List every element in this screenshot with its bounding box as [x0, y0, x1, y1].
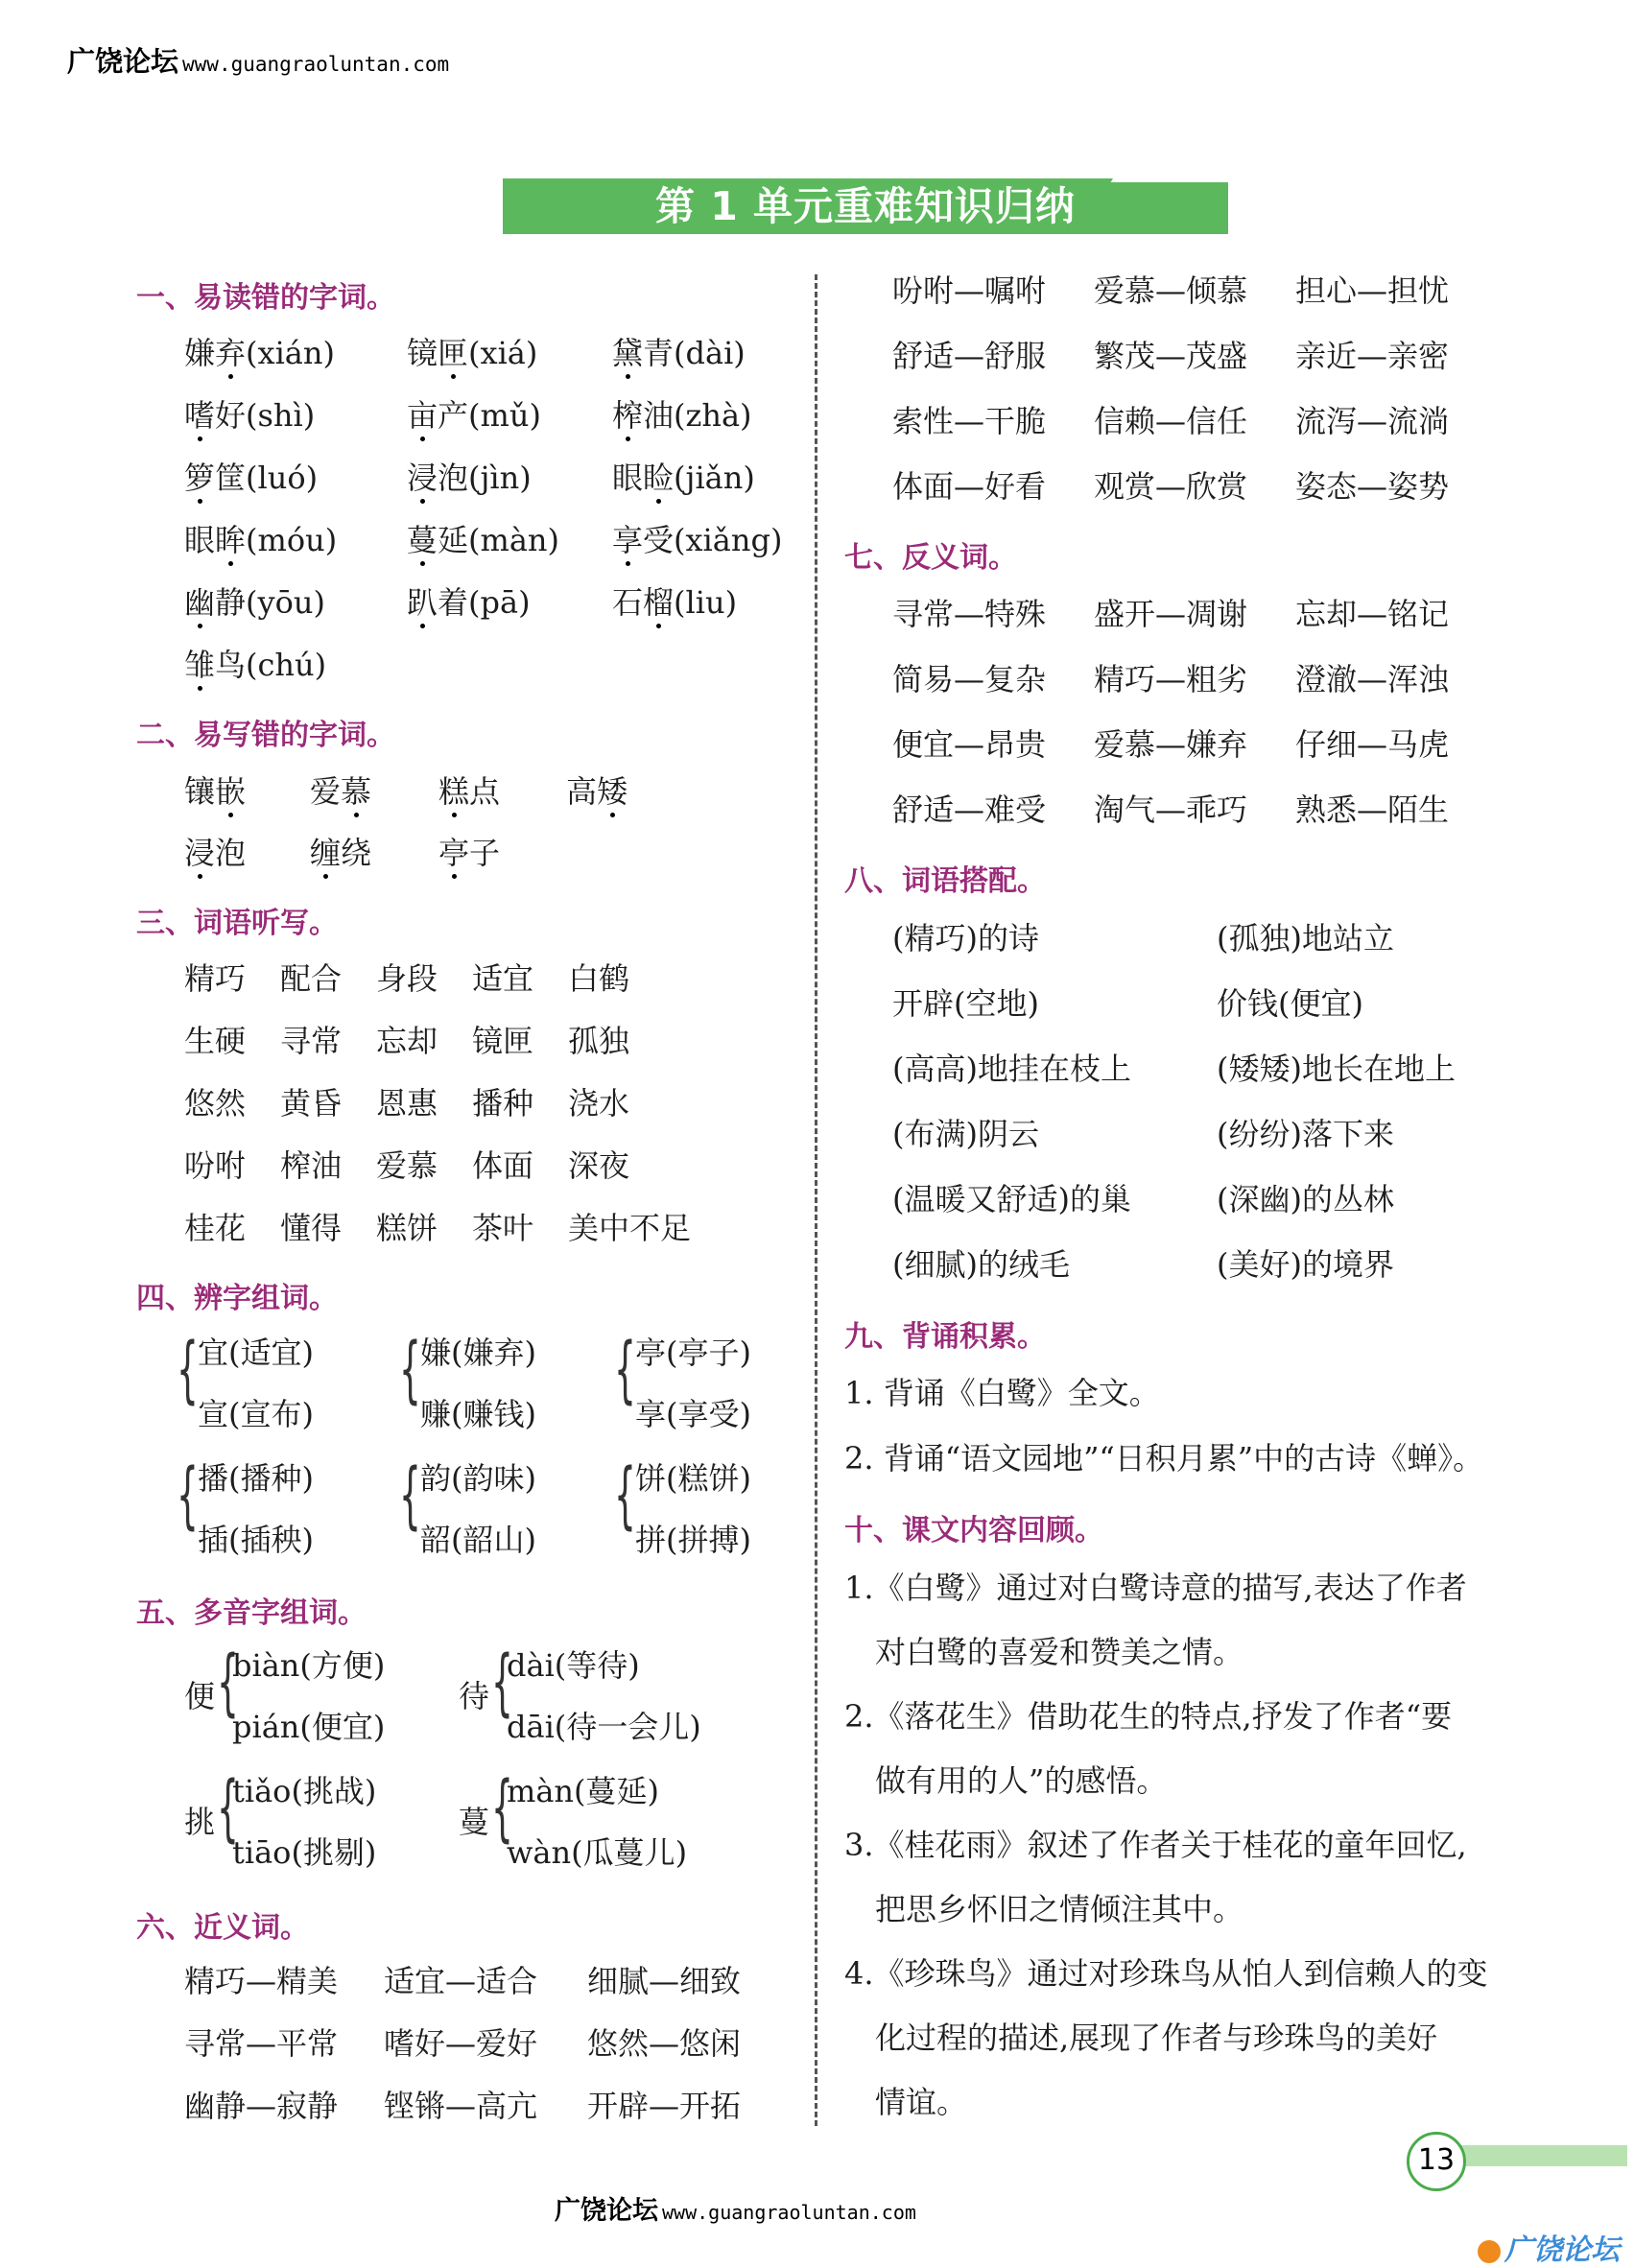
distinguish-word: 宜(适宜)	[198, 1335, 314, 1371]
section-title: 七、反义词。	[844, 541, 1017, 575]
collocation-phrase: (纷纷)落下来	[1217, 1116, 1394, 1152]
emphasis-dot-char: 箩	[184, 460, 216, 496]
section-title: 三、词语听写。	[136, 907, 338, 940]
footer-url[interactable]: www.guangraoluntan.com	[662, 2201, 916, 2224]
brace-icon: {	[399, 1454, 421, 1538]
collocation-phrase: (布满)阴云	[892, 1116, 1039, 1152]
recite-item: 1. 背诵《白鹭》全文。	[844, 1375, 1160, 1411]
antonym-pair: 仔细—马虎	[1295, 726, 1450, 763]
dictation-word: 播种	[472, 1085, 534, 1122]
distinguish-word: 宣(宣布)	[198, 1396, 314, 1432]
emphasis-dot-char: 慕	[341, 773, 372, 810]
antonym-pair: 精巧—粗劣	[1094, 661, 1248, 697]
collocation-phrase: (矮矮)地长在地上	[1217, 1051, 1456, 1087]
section-title: 四、辨字组词。	[136, 1282, 338, 1315]
distinguish-word: 韶(韶山)	[420, 1522, 536, 1558]
synonym-pair: 流泻—流淌	[1295, 403, 1450, 439]
header-logo: 广饶论坛 www.guangraoluntan.com	[67, 45, 450, 78]
reading-item: 箩筐(luó)	[184, 460, 319, 496]
reading-item: 享受(xiǎng)	[612, 522, 783, 558]
miswrite-item: 缠绕	[310, 835, 372, 871]
synonym-pair: 担心—担忧	[1295, 272, 1450, 309]
emphasis-dot-char: 嗜	[184, 397, 216, 434]
distinguish-word: 亭(亭子)	[635, 1335, 751, 1371]
dictation-word: 吩咐	[184, 1147, 247, 1184]
synonym-pair: 吩咐—嘱咐	[892, 272, 1047, 309]
section-title: 六、近义词。	[136, 1911, 309, 1945]
antonym-pair: 熟悉—陌生	[1295, 791, 1450, 828]
brace-icon: {	[491, 1642, 513, 1725]
miswrite-item: 亭子	[438, 835, 501, 871]
synonym-pair: 适宜—适合	[384, 1963, 538, 1999]
distinguish-word: 嫌(嫌弃)	[420, 1335, 536, 1371]
synonym-pair: 悠然—悠闲	[587, 2025, 742, 2062]
review-line: 化过程的描述,展现了作者与珍珠鸟的美好	[875, 2020, 1438, 2056]
dictation-word: 美中不足	[568, 1210, 692, 1246]
brace-icon: {	[399, 1329, 421, 1412]
emphasis-dot-char: 享	[612, 522, 644, 558]
emphasis-dot-char: 浸	[184, 835, 216, 871]
miswrite-item: 糕点	[438, 773, 501, 810]
emphasis-dot-char: 榨	[612, 397, 644, 434]
dictation-word: 配合	[280, 960, 343, 997]
emphasis-dot-char: 蔓	[407, 522, 438, 558]
reading-item: 趴着(pā)	[407, 584, 531, 621]
emphasis-dot-char: 嵌	[215, 773, 247, 810]
collocation-phrase: (温暖又舒适)的巢	[892, 1181, 1131, 1217]
polyphone-reading: dāi(待一会儿)	[507, 1709, 701, 1745]
reading-item: 黛青(dài)	[612, 335, 746, 371]
miswrite-item: 爱慕	[310, 773, 372, 810]
distinguish-word: 享(享受)	[635, 1396, 751, 1432]
antonym-pair: 舒适—难受	[892, 791, 1047, 828]
emphasis-dot-char: 雏	[184, 647, 216, 683]
section-title: 二、易写错的字词。	[136, 719, 395, 752]
review-line: 把思乡怀旧之情倾注其中。	[875, 1891, 1244, 1927]
dictation-word: 白鹤	[568, 960, 630, 997]
synonym-pair: 嗜好—爱好	[384, 2025, 538, 2062]
page-title: 第 1 单元重难知识归纳	[503, 178, 1228, 234]
antonym-pair: 简易—复杂	[892, 661, 1047, 697]
dictation-word: 孤独	[568, 1023, 630, 1059]
polyphone-reading: pián(便宜)	[232, 1709, 386, 1745]
polyphone-reading: wàn(瓜蔓儿)	[507, 1834, 688, 1871]
column-divider	[815, 274, 817, 2126]
synonym-pair: 寻常—平常	[184, 2025, 339, 2062]
dictation-word: 镜匣	[472, 1023, 534, 1059]
antonym-pair: 盛开—凋谢	[1094, 596, 1248, 632]
miswrite-item: 镶嵌	[184, 773, 247, 810]
page-number: 13	[1407, 2132, 1466, 2191]
emphasis-dot-char: 匣	[438, 335, 469, 371]
recite-item: 2. 背诵“语文园地”“日积月累”中的古诗《蝉》。	[844, 1440, 1484, 1477]
emphasis-dot-char: 缠	[310, 835, 342, 871]
synonym-pair: 精巧—精美	[184, 1963, 339, 1999]
dictation-word: 忘却	[376, 1023, 438, 1059]
brace-icon: {	[614, 1454, 636, 1538]
synonym-pair: 爱慕—倾慕	[1094, 272, 1248, 309]
dictation-word: 黄昏	[280, 1085, 343, 1122]
synonym-pair: 亲近—亲密	[1295, 338, 1450, 374]
emphasis-dot-char: 糕	[438, 773, 470, 810]
reading-item: 眼睑(jiǎn)	[612, 460, 755, 496]
collocation-phrase: (美好)的境界	[1217, 1246, 1394, 1283]
emphasis-dot-char: 亩	[407, 397, 438, 434]
antonym-pair: 澄澈—浑浊	[1295, 661, 1450, 697]
section-title: 九、背诵积累。	[844, 1320, 1046, 1354]
watermark: 广饶论坛	[1478, 2226, 1620, 2268]
polyphone-reading: tiāo(挑剔)	[232, 1834, 377, 1871]
header-url[interactable]: www.guangraoluntan.com	[182, 53, 450, 76]
distinguish-word: 饼(糕饼)	[635, 1460, 751, 1497]
brace-icon: {	[177, 1454, 199, 1538]
synonym-pair: 索性—干脆	[892, 403, 1047, 439]
antonym-pair: 淘气—乖巧	[1094, 791, 1248, 828]
emphasis-dot-char: 浸	[407, 460, 438, 496]
dictation-word: 深夜	[568, 1147, 630, 1184]
distinguish-word: 赚(赚钱)	[420, 1396, 536, 1432]
dictation-word: 精巧	[184, 960, 247, 997]
polyphone-reading: màn(蔓延)	[507, 1773, 660, 1809]
dictation-word: 身段	[376, 960, 438, 997]
miswrite-item: 浸泡	[184, 835, 247, 871]
distinguish-word: 插(插秧)	[198, 1522, 314, 1558]
synonym-pair: 信赖—信任	[1094, 403, 1248, 439]
section-title: 一、易读错的字词。	[136, 281, 395, 315]
polyphone-reading: tiǎo(挑战)	[232, 1773, 377, 1809]
synonym-pair: 开辟—开拓	[587, 2088, 742, 2124]
emphasis-dot-char: 趴	[407, 584, 438, 621]
reading-item: 亩产(mǔ)	[407, 397, 541, 434]
dictation-word: 爱慕	[376, 1147, 438, 1184]
polyphone-char: 待	[459, 1678, 490, 1714]
brace-icon: {	[614, 1329, 636, 1412]
synonym-pair: 体面—好看	[892, 468, 1047, 505]
emphasis-dot-char: 矮	[597, 773, 628, 810]
footer-logo: 广饶论坛 www.guangraoluntan.com	[555, 2196, 916, 2226]
emphasis-dot-char: 眸	[215, 522, 247, 558]
emphasis-dot-char: 榴	[643, 584, 675, 621]
reading-item: 嫌弃(xián)	[184, 335, 335, 371]
reading-item: 浸泡(jìn)	[407, 460, 532, 496]
reading-item: 雏鸟(chú)	[184, 647, 327, 683]
miswrite-item: 高矮	[566, 773, 628, 810]
collocation-phrase: (高高)地挂在枝上	[892, 1051, 1131, 1087]
collocation-phrase: (精巧)的诗	[892, 920, 1039, 957]
dictation-word: 浇水	[568, 1085, 630, 1122]
antonym-pair: 爱慕—嫌弃	[1094, 726, 1248, 763]
brace-icon: {	[491, 1767, 513, 1851]
synonym-pair: 舒适—舒服	[892, 338, 1047, 374]
collocation-phrase: 价钱(便宜)	[1217, 985, 1363, 1022]
watermark-logo-icon	[1478, 2240, 1501, 2263]
synonym-pair: 繁茂—茂盛	[1094, 338, 1248, 374]
dictation-word: 适宜	[472, 960, 534, 997]
review-line: 做有用的人”的感悟。	[875, 1762, 1168, 1799]
review-line: 对白鹭的喜爱和赞美之情。	[875, 1634, 1244, 1670]
reading-item: 榨油(zhà)	[612, 397, 752, 434]
emphasis-dot-char: 弃	[215, 335, 247, 371]
review-line: 2.《落花生》借助花生的特点,抒发了作者“要	[844, 1698, 1453, 1735]
emphasis-dot-char: 黛	[612, 335, 644, 371]
collocation-phrase: (深幽)的丛林	[1217, 1181, 1394, 1217]
reading-item: 石榴(liu)	[612, 584, 738, 621]
dictation-word: 榨油	[280, 1147, 343, 1184]
collocation-phrase: 开辟(空地)	[892, 985, 1039, 1022]
reading-item: 眼眸(móu)	[184, 522, 338, 558]
polyphone-reading: biàn(方便)	[232, 1647, 386, 1684]
collocation-phrase: (孤独)地站立	[1217, 920, 1394, 957]
dictation-word: 茶叶	[472, 1210, 534, 1246]
dictation-word: 桂花	[184, 1210, 247, 1246]
distinguish-word: 韵(韵味)	[420, 1460, 536, 1497]
dictation-word: 悠然	[184, 1085, 247, 1122]
dictation-word: 生硬	[184, 1023, 247, 1059]
polyphone-char: 挑	[184, 1804, 216, 1840]
reading-item: 蔓延(màn)	[407, 522, 560, 558]
review-line: 4.《珍珠鸟》通过对珍珠鸟从怕人到信赖人的变	[844, 1955, 1488, 1992]
dictation-word: 寻常	[280, 1023, 343, 1059]
polyphone-char: 蔓	[459, 1804, 490, 1840]
reading-item: 嗜好(shì)	[184, 397, 316, 434]
section-title: 五、多音字组词。	[136, 1596, 367, 1630]
section-title: 八、词语搭配。	[844, 864, 1046, 898]
collocation-phrase: (细腻)的绒毛	[892, 1246, 1070, 1283]
synonym-pair: 姿态—姿势	[1295, 468, 1450, 505]
review-line: 3.《桂花雨》叙述了作者关于桂花的童年回忆,	[844, 1827, 1467, 1863]
review-line: 1.《白鹭》通过对白鹭诗意的描写,表达了作者	[844, 1570, 1467, 1606]
dictation-word: 懂得	[280, 1210, 343, 1246]
distinguish-word: 播(播种)	[198, 1460, 314, 1497]
synonym-pair: 铿锵—高亢	[384, 2088, 538, 2124]
dictation-word: 体面	[472, 1147, 534, 1184]
synonym-pair: 细腻—细致	[587, 1963, 742, 1999]
distinguish-word: 拼(拼搏)	[635, 1522, 751, 1558]
brace-icon: {	[217, 1767, 239, 1851]
synonym-pair: 幽静—寂静	[184, 2088, 339, 2124]
dictation-word: 恩惠	[376, 1085, 438, 1122]
dictation-word: 糕饼	[376, 1210, 438, 1246]
emphasis-dot-char: 睑	[643, 460, 675, 496]
polyphone-reading: dài(等待)	[507, 1647, 640, 1684]
antonym-pair: 便宜—昂贵	[892, 726, 1047, 763]
brace-icon: {	[177, 1329, 199, 1412]
title-fold-decoration	[1111, 175, 1235, 182]
reading-item: 幽静(yōu)	[184, 584, 325, 621]
emphasis-dot-char: 幽	[184, 584, 216, 621]
section-title: 十、课文内容回顾。	[844, 1514, 1103, 1547]
emphasis-dot-char: 亭	[438, 835, 470, 871]
polyphone-char: 便	[184, 1678, 216, 1714]
synonym-pair: 观赏—欣赏	[1094, 468, 1248, 505]
antonym-pair: 忘却—铭记	[1295, 596, 1450, 632]
brace-icon: {	[217, 1642, 239, 1725]
reading-item: 镜匣(xiá)	[407, 335, 538, 371]
antonym-pair: 寻常—特殊	[892, 596, 1047, 632]
review-line: 情谊。	[875, 2084, 968, 2120]
